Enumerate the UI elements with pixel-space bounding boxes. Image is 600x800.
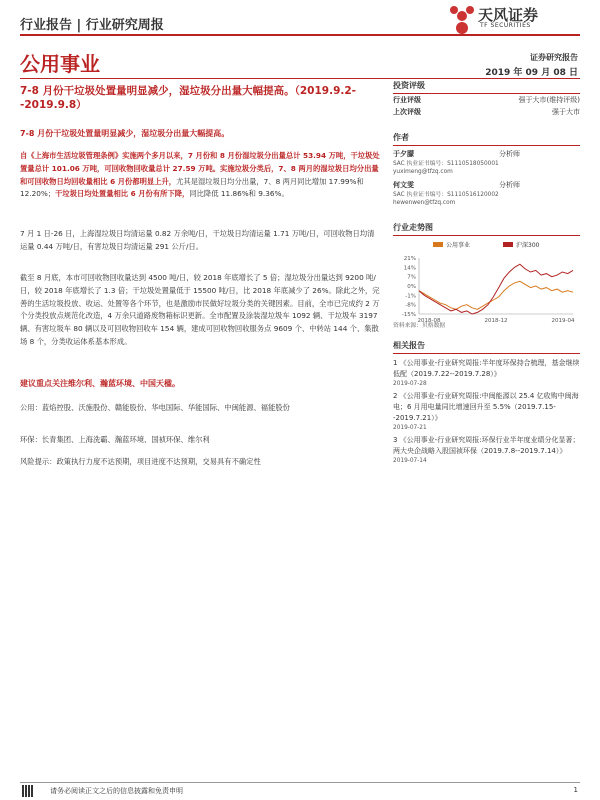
header-divider [20,34,580,36]
brand-name-en: TF SECURITIES [480,22,531,29]
author-block: 作者 于夕朦 分析师 SAC 执业证书编号：S1110518050001 yuximeng@tfzq.com 何文雯 分析师 SAC 执业证书编号：S1110516120002 hewenwen@tfzq.com [393,132,580,207]
x-tick-label: 2018-08 [417,318,441,324]
qr-code-icon [22,785,34,797]
related-reports: 相关报告 1 《公用事业-行业研究周报:半年度环保持合梳理，基金继续低配（2019.7.22--2019.7.28）》 2019-07-28 2 《公用事业-行业研究周报:中闽能源以 25.4 亿收购中闽海电；6 月用电量同比增速回升至 5.5%（2019.7.15--2019.7.21）》 2019-07-21 3 《公用事业-行业研究周报:环保行业半年度业绩分化显著；两大央企战略入股国祯环保（2019.7.8--2019.7.14）》 2019-07-14 [393,341,580,464]
paragraph-3: 截至 8 月底，本市可回收物回收量达到 4500 吨/日，较 2018 年底增长了 5 倍；湿垃圾分出量达到 9200 吨/日，较 2018 年底增长了 1.3 倍；干垃圾处置量低于 15500 吨/日，比 2018 年底减少了 26%。除此之外，完善的生活垃圾投放、收运、处置等各个环节，也是激励市民做好垃圾分类的关键因素。目前，全市已完成约 2 万个分类投放点规范化改造，4 万余只道路废物箱标识更新。全市配置及涂装湿垃圾车 1092 辆、干垃圾车 3197 辆、有害垃圾车 80 辆以及可回收物回收车 154 辆，建成可回收物回收服务点 9609 个、中转站 144 个、集散场 8 个，分类收运体系基本形成。 [20,273,380,346]
trend-chart [393,238,580,328]
y-tick-label: -1% [405,293,416,300]
y-tick-label: -15% [401,312,416,318]
series-line-0 [419,281,573,309]
related-report-1[interactable]: 1 《公用事业-行业研究周报:半年度环保持合梳理，基金继续低配（2019.7.22--2019.7.28）》 [393,359,580,378]
related-report-3[interactable]: 3 《公用事业-行业研究周报:环保行业半年度业绩分化显著；两大央企战略入股国祯环保（2019.7.8--2019.7.14）》 [393,436,580,455]
chart-source: 资料来源：贝格数据 [393,323,446,329]
y-tick-label: 0% [407,284,416,290]
disclaimer: 请务必阅读正文之后的信息披露和免责申明 [50,787,183,795]
legend-swatch [503,242,513,247]
rating-block: 投资评级 行业评级 强于大市(维持评级) 上次评级 强于大市 [393,81,580,116]
x-tick-label: 2018-12 [484,318,508,324]
section-title: 7-8 月份干垃圾处置量明显减少，湿垃圾分出量大幅提高。 [20,129,230,138]
y-tick-label: 7% [407,274,416,281]
report-date: 2019 年 09 月 08 日 [485,68,578,78]
legend-label: 公用事业 [446,242,471,249]
trend-chart-block: 行业走势图 [393,222,580,236]
utilities-stocks: 公用：蓝焰控股、沃施股份、赣能股份、华电国际、华能国际、中闽能源、福能股份 [20,403,290,412]
sector-title: 公用事业 [20,52,100,76]
brand-name: 天风证券 [478,6,539,24]
paragraph-1: 自《上海市生活垃圾管理条例》实施两个多月以来，7 月份和 8 月份湿垃圾分出量总计 53.94 万吨，干垃圾处置量总计 101.06 万吨，可回收物回收量总计 27.59 万吨。实施垃圾分类后，7、8 两月的湿垃圾日均分出量和可回收物日均回收量相比 6 月份都明显上升，尤其是湿垃圾日均分出量，7、8 两月同比增加 17.99%和 12.20%；干垃圾日均处置量相比 6 月份有所下降，同比降低 11.86%和 9.36%。 [20,151,380,199]
focus-note: 建议重点关注维尔利、瀚蓝环境、中国天楹。 [20,379,180,388]
legend-swatch [433,242,443,247]
y-tick-label: -8% [405,302,416,309]
breadcrumb: 行业报告 | 行业研究周报 [20,18,164,33]
environment-stocks: 环保：长青集团、上海洗霸、瀚蓝环境、国祯环保、维尔利 [20,435,210,444]
legend-label: 沪深300 [516,242,540,249]
footer-divider [20,782,580,783]
sector-divider [20,78,580,79]
x-tick-label: 2019-04 [551,318,575,324]
report-type: 证券研究报告 [530,53,578,62]
paragraph-2: 7 月 1 日-26 日，上海湿垃圾日均清运量 0.82 万余吨/日，干垃圾日均清运量 1.71 万吨/日，可回收物日均清运量 0.44 万吨/日，有害垃圾日均清运量 291 公斤/日。 [20,229,375,251]
risk-warning: 风险提示：政策执行力度不达预期，项目进度不达预期，交易具有不确定性 [20,457,261,466]
y-tick-label: 14% [403,265,416,272]
related-report-2[interactable]: 2 《公用事业-行业研究周报:中闽能源以 25.4 亿收购中闽海电；6 月用电量同比增速回升至 5.5%（2019.7.15--2019.7.21）》 [393,392,579,422]
page-number: 1 [573,786,578,794]
headline: 7-8 月份干垃圾处置量明显减少，湿垃圾分出量大幅提高。（2019.9.2--2019.9.8） [20,85,357,111]
y-tick-label: 21% [403,256,416,262]
